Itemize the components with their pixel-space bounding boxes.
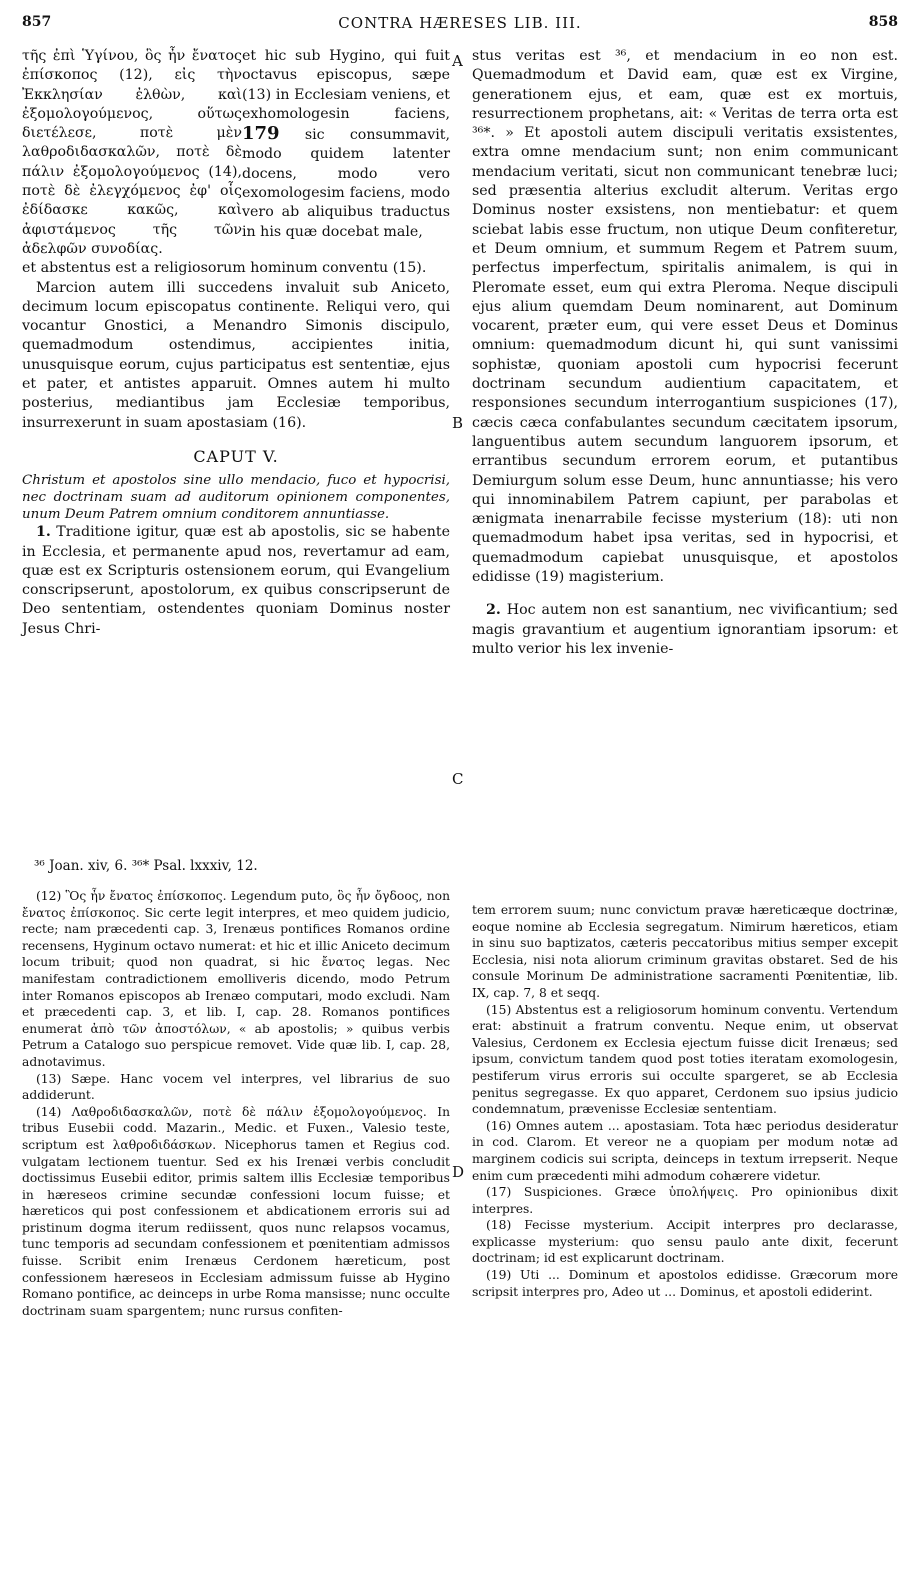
- running-head: [22, 14, 898, 34]
- right-column: [472, 47, 898, 659]
- note-18: (18) Fecisse mysterium. Accipit interpres pro declarasse, explicasse mysterium: quo sensu paulo ante dixit, fecerunt doctrinam; id est explicarunt doctrinam.: [472, 1218, 898, 1266]
- note-17: (17) Suspiciones. Græce ὑπολήψεις. Pro opinionibus dixit interpres.: [472, 1185, 898, 1216]
- latin-text-part-2: sic consummavit, modo quidem latenter docens, modo vero exomologesim faciens, modo vero ab aliquibus traductus in his quæ docebat male,: [242, 127, 451, 240]
- note-14: (14) Λαθροδιδασκαλῶν, ποτὲ δὲ πάλιν ἐξομολογούμενος. In tribus Eusebii codd. Mazarin., Medic. et Fuxen., Valesio teste, scriptum est λαθροδιδάσκων. Nicephorus tamen et Regius cod. vulgatam lectionem tuentur. Sed ex his Irenæi verbis concludit doctissimus Eusebii editor, primis saltem illis Ecclesiæ temporibus in hæreseos crimine secundæ confessioni locum fuisse; et hæreticos qui post confessionem et abdicationem erroris sui ad pristinum dogma iterum rediissent, quos nunc relapsos vocamus, tunc temporis ad secundam confessionem et pœnitentiam admissos fuisse. Scribit enim Irenæus Cerdonem hæreticum, post confessionem hæreseos in Ecclesiam admissum fuisse ab Hygino Romano pontifice, ac deinceps in urbe Roma mansisse; nunc occulte doctrinam suam spargentem; nunc rursus confiten-: [22, 1104, 450, 1318]
- column-marker: 179: [242, 123, 280, 145]
- margin-letter-b: B: [452, 414, 464, 432]
- latin-continued: et abstentus est a religiosorum hominum conventu (15).: [22, 260, 427, 277]
- margin-letter-a: A: [452, 52, 463, 70]
- notes-left: [22, 888, 450, 1319]
- section-1-number: 1.: [36, 524, 51, 541]
- marcion-paragraph: Marcion autem illi succedens invaluit sub Aniceto, decimum locum episcopatus continente. Reliqui vero, qui vocantur Gnostici, a Menandro Simonis discipulo, quemadmodum ostendimus, accipientes initia, unusquisque eorum, cujus participatus est sententiæ, ejus et pater, et antistes apparuit. Omnes autem hi multo posterius, mediantibus jam Ecclesiæ temporibus, insurrexerunt in suam apostasiam (16).: [22, 279, 450, 431]
- chapter-summary: Christum et apostolos sine ullo mendacio, fuco et hypocrisi, nec doctrinam suam ad auditorum opinionem componentes, unum Deum Patrem omnium conditorem annuntiasse.: [22, 473, 450, 523]
- page-number-left: 857: [22, 14, 52, 30]
- notes-right: [472, 902, 898, 1300]
- latin-text-part-1: et hic sub Hygino, qui fuit octavus episcopus, sæpe (13) in Ecclesiam veniens, et exhomologesin faciens,: [242, 48, 450, 122]
- note-19: (19) Uti ... Dominum et apostolos edidisse. Græcorum more scripsit interpres pro, Adeo ut ... Dominus, et apostoli ediderint.: [472, 1268, 898, 1299]
- margin-letter-d: D: [452, 1163, 465, 1181]
- section-2-number: 2.: [486, 602, 501, 619]
- running-title: CONTRA HÆRESES LIB. III.: [338, 14, 582, 32]
- section-1-text: Traditione igitur, quæ est ab apostolis, sic se habente in Ecclesia, et permanente apud nos, revertamur ad eam, quæ est ex Scripturis ostensionem eorum, qui Evangelium conscripserunt, apostolorum, ex quibus conscripserunt de Deo sententiam, ostendentes quoniam Dominus noster Jesus Chri-: [22, 524, 451, 637]
- section-1: [22, 523, 450, 639]
- margin-letter-c: C: [452, 770, 464, 788]
- section-2: [472, 601, 898, 659]
- chapter-title: CAPUT V.: [193, 446, 279, 466]
- note-15: (15) Abstentus est a religiosorum hominum conventu. Vertendum erat: abstinuit a fratrum conventu. Neque enim, ut observat Valesius, Cerdonem ex Ecclesia ejectum fuisse dicit Irenæus; sed ipsum, convictum tandem quod post toties iteratam exomologesin, pestiferum virus erroris sui occulte spargeret, se ab Ecclesia penitus segregasse. Ex quo apparet, Cerdonem suo ipsius judicio condemnatum, prævenisse Ecclesiæ sententiam.: [472, 1002, 898, 1117]
- left-column: [22, 47, 450, 639]
- note-16: (16) Omnes autem ... apostasiam. Tota hæc periodus desideratur in cod. Clarom. Et vereor ne a quopiam per modum notæ ad marginem codicis sui scripta, deinceps in textum irrepserit. Neque enim cum præcedenti mihi admodum cohærere videtur.: [472, 1118, 898, 1183]
- note-12: (12) Ὃς ἦν ἔνατος ἐπίσκοπος. Legendum puto, ὃς ἦν ὄγδοος, non ἔνατος ἐπίσκοπος. Sic certe legit interpres, et meo quidem judicio, recte; nam præcedenti cap. 3, Irenæus pontifices Romanos ordine recensens, Hyginum octavo numerat: et hic et illic Aniceto decimum locum tribuit; quod non quadrat, si hic ἔνατος legas. Nec manifestam contradictionem emolliveris dicendo, modo Petrum inter Romanos episcopos ab Irenæo computari, modo excludi. Nam et præcedenti cap. 3, et lib. I, cap. 28. Romanos pontifices enumerat ἀπὸ τῶν ἀποστόλων, « ab apostolis; » quibus verbis Petrum a Catalogo suo perspicue removet. Vide quæ lib. I, cap. 28, adnotavimus.: [22, 889, 450, 1069]
- note-14-continued: tem errorem suum; nunc convictum pravæ hæreticæque doctrinæ, eoque nomine ab Ecclesia segregatum. Nimirum hæreticos, etiam in sinu suo baptizatos, cæteris peccatoribus mitius semper excepit Ecclesia, nisi nota aliorum criminum gravitas obstaret. Sed de his consule Morinum De administratione sacramenti Pœnitentiæ, lib. IX, cap. 7, 8 et seqq.: [472, 903, 898, 1000]
- greek-text: τῆς ἐπὶ Ὑγίνου, ὃς ἦν ἔνατος ἐπίσκοπος (12), εἰς τὴν Ἐκκλησίαν ἐλθὼν, καὶ ἐξομολογούμενος, οὕτως διετέλεσε, ποτὲ μὲν λαθροδιδασκαλῶν, ποτὲ δὲ πάλιν ἐξομολογούμενος (14), ποτὲ δὲ ἐλεγχόμενος ἐφ' οἷς ἐδίδασκε κακῶς, καὶ ἀφιστάμενος τῆς τῶν ἀδελφῶν συνοδίας.: [22, 48, 242, 257]
- note-13: (13) Sæpe. Hanc vocem vel interpres, vel librarius de suo addiderunt.: [22, 1071, 450, 1103]
- section-2-text: Hoc autem non est sanantium, nec vivificantium; sed magis gravantium et augentium ignorantiam ipsorum: et multo verior his lex invenie-: [472, 602, 898, 657]
- right-paragraph-1: stus veritas est ³⁶, et mendacium in eo non est. Quemadmodum et David eam, quæ est ex Virgine, generationem ejus, et eam, quæ est ex mortuis, resurrectionem prophetans, ait: « Veritas de terra orta est ³⁶*. » Et apostoli autem discipuli veritatis exsistentes, extra omne mendacium sunt; non enim communicant mendacium veritati, sicut non communicant tenebræ luci; sed præsentia alterius excludit alterum. Veritas ergo Dominus noster exsistens, non mentiebatur: et quem sciebat labis esse fructum, non utique Deum confiteretur, et Deum omnium, et summum Regem et Patrem suum, perfectus imperfectum, spiritalis animalem, is qui in Pleromate esset, eum qui extra Pleroma. Neque discipuli ejus alium quemdam Deum nominarent, aut Dominum vocarent, præter eum, qui vere esset Deus et Dominus omnium: quemadmodum dicunt hi, qui sunt vanissimi sophistæ, quoniam apostoli cum hypocrisi fecerunt doctrinam secundum audientium capacitatem, et responsiones secundum interrogantium suspiciones (17), cæcis cæca confabulantes secundum cæcitatem ipsorum, languentibus autem secundum languorem ipsorum, et errantibus secundum errorem eorum, et putantibus Demiurgum solum esse Deum, hunc annuntiasse; his vero qui innominabilem Patrem capiunt, per parabolas et ænigmata inenarrabile fecisse mysterium (18): uti non quemadmodum habet ipsa veritas, sed in hypocrisi, et quemadmodum capiebat unusquisque, et apostolos edidisse (19) magisterium.: [472, 48, 898, 586]
- page-number-right: 858: [868, 14, 898, 30]
- scripture-references: ³⁶ Joan. xiv, 6. ³⁶* Psal. lxxxiv, 12.: [34, 858, 258, 874]
